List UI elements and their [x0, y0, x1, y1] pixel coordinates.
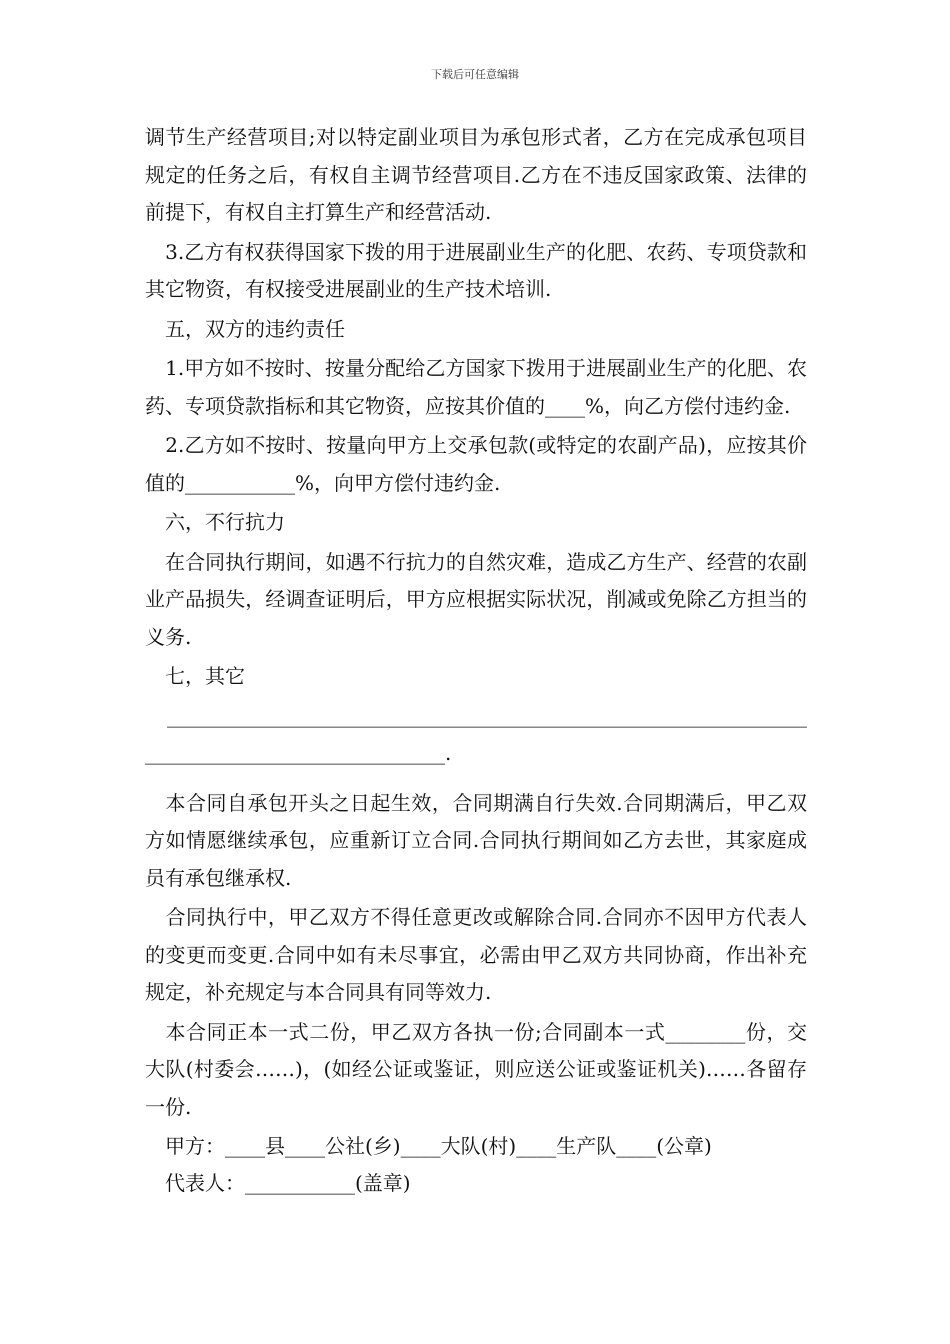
clause-effective-date: 本合同自承包开头之日起生效，合同期满自行失效.合同期满后，甲乙双方如情愿继续承包，应重新订立合同.合同执行期间如乙方去世，其家庭成员有承包继承权. [145, 790, 807, 890]
page-header: 下载后可任意编辑 [431, 68, 519, 81]
clause-5-1: 1.甲方如不按时、按量分配给乙方国家下拨用于进展副业生产的化肥、农药、专项贷款指标和其它物资，应按其价值的____%，向乙方偿付违约金. [145, 356, 807, 418]
clause-amendment: 合同执行中，甲乙双方不得任意更改或解除合同.合同亦不因甲方代表人的变更而变更.合同中如有未尽事宜，必需由甲乙双方共同协商，作出补充规定，补充规定与本合同具有同等效力. [145, 905, 807, 1004]
clause-5-2: 2.乙方如不按时、按量向甲方上交承包款(或特定的农副产品)，应按其价值的___________%，向甲方偿付违约金. [145, 433, 807, 495]
clause-6-body: 在合同执行期间，如遇不行抗力的自然灾难，造成乙方生产、经营的农副业产品损失，经调查证明后，甲方应根据实际状况，削减或免除乙方担当的义务. [145, 549, 807, 649]
paragraph-continuation: 调节生产经营项目;对以特定副业项目为承包形式者，乙方在完成承包项目规定的任务之后，有权自主调节经营项目.乙方在不违反国家政策、法律的前提下，有权自主打算生产和经营活动. [145, 125, 807, 224]
section-heading-6: 六，不行抗力 [145, 510, 285, 534]
representative-signature-line: 代表人：___________(盖章) [165, 1171, 411, 1195]
clause-copies: 本合同正本一式二份，甲乙双方各执一份;合同副本一式________份，交大队(村委会……)，(如经公证或鉴证，则应送公证或鉴证机关)……各留存一份. [145, 1019, 807, 1119]
party-a-signature-line: 甲方：____县____公社(乡)____大队(村)____生产队____(公章) [165, 1134, 712, 1158]
document-body [145, 119, 807, 1202]
other-terms-blank: ______________________________________________________________________________________________. [145, 703, 807, 765]
section-heading-5: 五，双方的违约责任 [145, 316, 345, 341]
clause-4-3: 3.乙方有权获得国家下拨的用于进展副业生产的化肥、农药、专项贷款和其它物资，有权接受进展副业的生产技术培训. [145, 239, 807, 301]
section-heading-7: 七，其它 [145, 664, 245, 688]
